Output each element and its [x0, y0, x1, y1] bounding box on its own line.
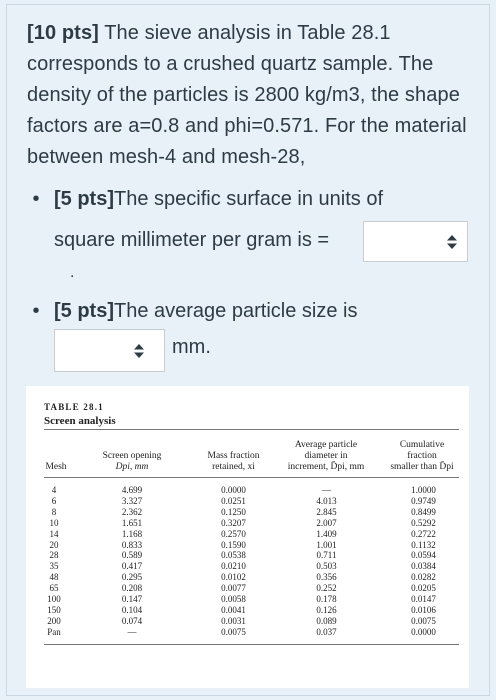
- cell-mass: 0.1250: [221, 506, 246, 517]
- unit-label: mm.: [172, 336, 211, 358]
- cell-cum: 0.5292: [411, 517, 436, 528]
- cell-mass: 0.2570: [221, 528, 246, 539]
- part2-line1: [54, 296, 357, 326]
- column-mesh: [40, 485, 68, 638]
- cell-mesh: 65: [49, 583, 59, 594]
- cell-mass: 0.0058: [221, 594, 246, 605]
- cell-avg: 4.013: [316, 495, 337, 506]
- header-avg-line2: diameter in: [304, 451, 348, 461]
- cell-cum: 0.9749: [411, 495, 436, 506]
- cell-opening: 0.147: [121, 594, 143, 605]
- part1-text-line1: The specific surface in units of: [114, 188, 384, 210]
- cell-opening: 0.208: [121, 583, 143, 594]
- column-mass: [206, 485, 261, 638]
- cell-cum: 0.0000: [411, 626, 436, 637]
- cell-avg: 0.178: [316, 594, 337, 605]
- cell-mesh: 4: [51, 485, 57, 495]
- header-cum-line2: fraction: [407, 451, 437, 461]
- cell-cum: 0.1132: [411, 539, 436, 550]
- cell-cum: 0.0282: [411, 572, 436, 583]
- bullet-icon: •: [32, 188, 40, 210]
- cell-mass: 0.0102: [221, 572, 246, 583]
- cell-mesh: 28: [49, 550, 59, 561]
- specific-surface-answer-stepper[interactable]: [363, 221, 468, 262]
- header-cum: [381, 440, 463, 473]
- cell-mesh: 150: [47, 604, 61, 615]
- table-top-rule: [44, 429, 459, 430]
- header-mass-line2: retained, xi: [212, 462, 255, 472]
- header-opening-line2: Dpi, mm: [115, 462, 149, 472]
- header-opening-line1: Screen opening: [102, 451, 162, 461]
- header-avg-line3: increment, D̄pi, mm: [287, 462, 365, 472]
- cell-cum: 0.0075: [411, 615, 436, 626]
- cell-avg: —: [322, 485, 331, 495]
- period-mark: .: [70, 264, 75, 281]
- cell-opening: 0.589: [121, 550, 143, 561]
- cell-mesh: Pan: [47, 626, 61, 637]
- cell-cum: 0.0594: [411, 550, 436, 561]
- cell-avg: 0.503: [316, 561, 337, 572]
- cell-opening: 1.168: [121, 528, 143, 539]
- cell-mass: 0.0075: [221, 626, 246, 637]
- header-mesh: Mesh: [45, 462, 67, 472]
- part2-points: [5 pts]: [54, 300, 114, 322]
- cell-opening: 0.104: [121, 604, 143, 615]
- cell-avg: 0.089: [316, 615, 337, 626]
- cell-cum: 0.0384: [411, 561, 436, 572]
- cell-opening: 2.362: [121, 506, 143, 517]
- cell-mesh: 20: [49, 539, 59, 550]
- cell-mass: 0.0210: [221, 561, 246, 572]
- cell-mesh: 48: [49, 572, 59, 583]
- avg-particle-size-answer-stepper[interactable]: [54, 329, 165, 372]
- column-cum: [396, 485, 451, 638]
- cell-mass: 0.0000: [221, 485, 246, 495]
- table-bottom-rule: [44, 644, 459, 645]
- part1-text-line2: square millimeter per gram is =: [54, 229, 330, 251]
- cell-avg: 0.126: [316, 604, 337, 615]
- cell-mesh: 6: [51, 495, 57, 506]
- cell-opening: 0.833: [121, 539, 143, 550]
- table-subtitle: Screen analysis: [44, 415, 116, 427]
- cell-opening: 0.074: [121, 615, 143, 626]
- cell-cum: 0.0205: [411, 583, 436, 594]
- cell-avg: 2.007: [316, 517, 337, 528]
- cell-avg: 0.711: [316, 550, 337, 561]
- cell-avg: 0.252: [316, 583, 337, 594]
- cell-opening: —: [127, 626, 137, 637]
- cell-cum: 1.0000: [411, 485, 436, 495]
- part1-points: [5 pts]: [54, 188, 114, 210]
- question-body: The sieve analysis in Table 28.1 corresponds to a crushed quartz sample. The density of the particles is 2800 kg/m3, the shape factors are a=0.8 and phi=0.571. For the material between mesh-4 and mesh-28,: [27, 22, 467, 168]
- cell-mesh: 10: [49, 517, 59, 528]
- cell-avg: 2.845: [316, 506, 337, 517]
- cell-mass: 0.1590: [221, 539, 246, 550]
- header-avg: [271, 440, 381, 473]
- table-header-rule: [44, 477, 459, 478]
- header-avg-line1: Average particle: [294, 440, 358, 450]
- cell-cum: 0.0106: [411, 604, 436, 615]
- table-title: TABLE 28.1: [44, 402, 104, 412]
- cell-mass: 0.0538: [221, 550, 246, 561]
- header-opening: [86, 451, 178, 473]
- cell-avg: 1.409: [316, 528, 337, 539]
- cell-mesh: 35: [49, 561, 59, 572]
- cell-mesh: 8: [51, 506, 57, 517]
- up-down-arrows-icon[interactable]: [447, 235, 457, 249]
- cell-mass: 0.0031: [221, 615, 246, 626]
- column-opening: [106, 485, 158, 638]
- cell-mesh: 100: [47, 594, 61, 605]
- cell-avg: 0.037: [316, 626, 337, 637]
- up-down-arrows-icon[interactable]: [134, 344, 144, 358]
- cell-mass: 0.0041: [221, 604, 246, 615]
- question-points: [10 pts]: [27, 22, 99, 44]
- cell-mass: 0.0251: [221, 495, 246, 506]
- cell-opening: 3.327: [121, 495, 143, 506]
- header-mass-line1: Mass fraction: [207, 451, 260, 461]
- part1-line1: [54, 184, 383, 214]
- header-mass: [186, 451, 281, 473]
- cell-opening: 0.295: [121, 572, 143, 583]
- part2-text-line1: The average particle size is: [114, 300, 358, 322]
- cell-opening: 1.651: [121, 517, 143, 528]
- cell-opening: 0.417: [121, 561, 143, 572]
- cell-cum: 0.2722: [411, 528, 436, 539]
- cell-mesh: 200: [47, 615, 61, 626]
- bullet-icon: •: [32, 300, 40, 322]
- question-text: [27, 18, 479, 173]
- cell-avg: 0.356: [316, 572, 337, 583]
- cell-opening: 4.699: [121, 485, 143, 495]
- cell-cum: 0.8499: [411, 506, 436, 517]
- table-image: [26, 386, 469, 688]
- cell-mass: 0.0077: [221, 583, 246, 594]
- column-avg: [299, 485, 354, 638]
- cell-cum: 0.0147: [411, 594, 436, 605]
- header-cum-line3: smaller than D̄pi: [390, 462, 454, 472]
- cell-mesh: 14: [49, 528, 59, 539]
- cell-mass: 0.3207: [221, 517, 246, 528]
- cell-avg: 1.001: [316, 539, 337, 550]
- header-cum-line1: Cumulative: [399, 440, 445, 450]
